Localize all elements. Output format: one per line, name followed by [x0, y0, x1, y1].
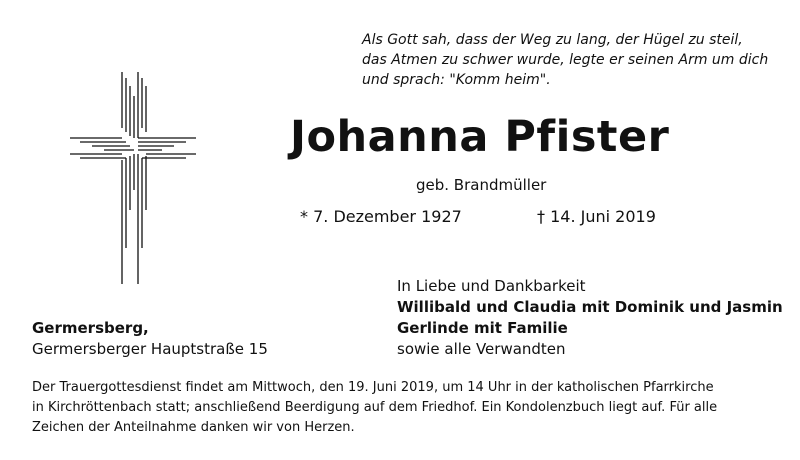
address-street: Germersberger Hauptstraße 15 [32, 340, 268, 358]
family-block [397, 276, 783, 360]
poem [362, 30, 782, 90]
birth-date: * 7. Dezember 1927 [300, 207, 462, 226]
poem-line: das Atmen zu schwer wurde, legte er seinen Arm um dich [362, 52, 769, 68]
notice-line: Zeichen der Anteilnahme danken wir von Herzen. [32, 420, 355, 435]
poem-line: Als Gott sah, dass der Weg zu lang, der Hügel zu steil, [362, 32, 743, 48]
poem-line: und sprach: "Komm heim". [362, 72, 551, 88]
deceased-name: Johanna Pfister [290, 112, 670, 162]
family-line: Gerlinde mit Familie [397, 319, 568, 337]
family-line: sowie alle Verwandten [397, 340, 566, 358]
family-intro: In Liebe und Dankbarkeit [397, 277, 586, 295]
family-line: Willibald und Claudia mit Dominik und Jasmin [397, 298, 783, 316]
cross-icon [70, 72, 200, 284]
death-date: † 14. Juni 2019 [537, 207, 656, 226]
notice-line: Der Trauergottesdienst findet am Mittwoch, den 19. Juni 2019, um 14 Uhr in der katholischen Pfarrkirche [32, 380, 714, 395]
address-place: Germersberg, [32, 319, 149, 337]
address-block [32, 318, 268, 360]
notice-line: in Kirchröttenbach statt; anschließend Beerdigung auf dem Friedhof. Ein Kondolenzbuch liegt auf. Für alle [32, 400, 718, 415]
funeral-notice [32, 378, 792, 438]
maiden-name: geb. Brandmüller [416, 176, 547, 194]
